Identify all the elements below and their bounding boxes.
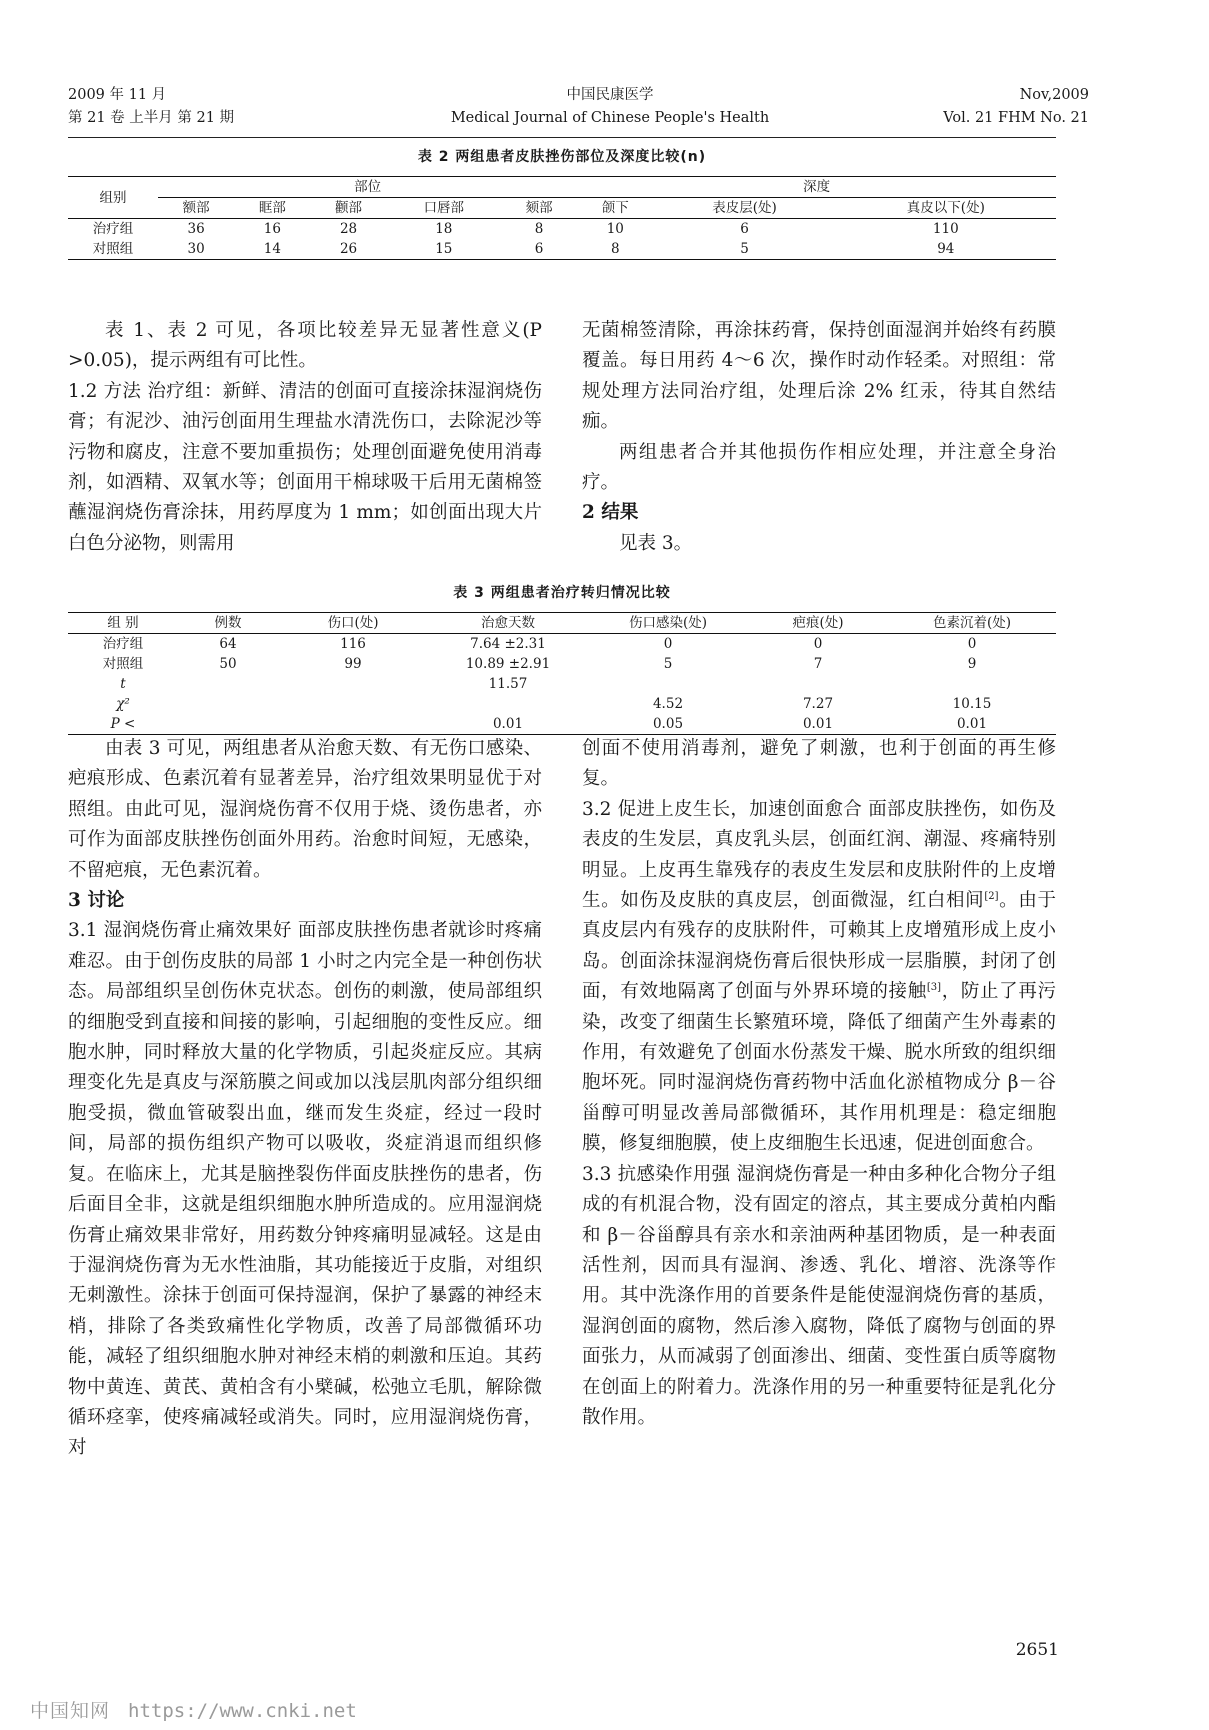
table-cell: 对照组 — [92, 241, 134, 257]
table-cell: 0 — [967, 636, 977, 652]
table-row — [68, 219, 1056, 240]
table-cell: 8 — [611, 241, 620, 257]
table-cell: 9 — [967, 656, 977, 672]
paragraph — [582, 795, 1056, 1160]
page-number: 2651 — [1015, 1640, 1059, 1660]
table3-col-header: 疤痕(处) — [792, 615, 844, 631]
table3-col-header: 伤口(处) — [327, 615, 379, 631]
table-row — [68, 694, 1056, 714]
table-cell: 14 — [263, 241, 281, 257]
paragraph: 3.3 抗感染作用强 湿润烧伤膏是一种由多种化合物分子组成的有机混合物，没有固定的溶点，其主要成分黄柏内酯和 β－谷甾醇具有亲水和亲油两种基团物质，是一种表面活性剂，因而具有湿润、渗透、乳化、增溶、洗涤等作用。其中洗涤作用的首要条件是能使湿润烧伤膏的基质，湿润创面的腐物，然后渗入腐物，降低了腐物与创面的界面张力，从而减弱了创面渗出、细菌、变性蛋白质等腐物在创面上的附着力。洗涤作用的另一种重要特征是乳化分散作用。 — [582, 1163, 1056, 1428]
table-cell: 36 — [187, 221, 205, 237]
table-cell: t — [120, 676, 126, 692]
left-column-bottom — [68, 734, 542, 1464]
table2-caption: 表 2 两组患者皮肤挫伤部位及深度比较(n) — [417, 149, 707, 165]
table-cell: 16 — [263, 221, 281, 237]
table3-col-header: 伤口感染(处) — [628, 615, 708, 631]
header-volume: 第 21 卷 上半月 第 21 期 — [68, 110, 235, 126]
citation-ref: [3] — [926, 982, 942, 994]
table-cell — [748, 674, 888, 694]
paragraph: 两组患者合并其他损伤作相应处理，并注意全身治疗。 — [582, 441, 1056, 494]
table-cell: 0.05 — [652, 716, 684, 732]
table-cell: 30 — [187, 241, 205, 257]
table-cell — [588, 674, 748, 694]
table2-col-header: 颧部 — [335, 200, 363, 216]
table-cell: 治疗组 — [92, 221, 134, 237]
table-cell: 11.57 — [488, 676, 528, 692]
table-cell: 0 — [813, 636, 823, 652]
table-cell: 5 — [740, 241, 749, 257]
table2 — [68, 176, 1056, 260]
table-cell: 8 — [534, 221, 544, 237]
table-cell — [178, 714, 278, 735]
right-column-top — [582, 316, 1056, 559]
table-cell — [888, 674, 1056, 694]
table-cell: 治疗组 — [102, 636, 144, 652]
table-cell: 0.01 — [956, 716, 988, 732]
journal-title-cn: 中国民康医学 — [566, 87, 654, 103]
table-cell: 6 — [740, 221, 749, 237]
table-cell: 4.52 — [652, 696, 684, 712]
paragraph-text: 。由于真皮层内有残存的皮肤附件，可赖其上皮增殖形成上皮小岛。创面涂抹湿润烧伤膏后很快形成一层脂膜，封闭了创面，有效地隔离了创面与外界环境的接触 — [582, 890, 1056, 1003]
table2-col-header: 颏部 — [525, 200, 553, 216]
table-cell: 15 — [435, 241, 453, 257]
citation-ref: [2] — [984, 890, 999, 902]
paragraph: 见表 3。 — [619, 532, 693, 554]
table-cell — [428, 694, 588, 714]
journal-title-en: Medical Journal of Chinese People's Health — [450, 110, 770, 126]
table-cell: 10.89 ±2.91 — [465, 656, 551, 672]
left-column-top — [68, 316, 542, 559]
table2-col-header: 表皮层(处) — [712, 200, 777, 216]
table-cell — [278, 714, 428, 735]
paragraph: 创面不使用消毒剂，避免了刺激，也利于创面的再生修复。 — [582, 738, 1056, 790]
table3-caption: 表 3 两组患者治疗转归情况比较 — [453, 585, 671, 601]
table-row — [68, 714, 1056, 735]
table2-col-header: 眶部 — [258, 200, 286, 216]
table-cell: 7.64 ±2.31 — [470, 636, 546, 652]
table-cell: 64 — [219, 636, 237, 652]
table3 — [68, 612, 1056, 735]
table-row — [68, 634, 1056, 655]
table-cell: 94 — [937, 241, 955, 257]
header-issue-info-en — [943, 84, 1089, 130]
header-volume-en: Vol. 21 FHM No. 21 — [943, 110, 1089, 126]
paragraph-text: ，防止了再污染，改变了细菌生长繁殖环境，降低了细菌产生外毒素的作用，有效避免了创面水份蒸发干燥、脱水所致的组织细胞坏死。同时湿润烧伤膏药物中活血化淤植物成分 β－谷甾醇可明显改善局部微循环，其作用机理是：稳定细胞膜，修复细胞膜，使上皮细胞生长迅速，促进创面愈合。 — [582, 981, 1056, 1155]
table-cell: P < — [110, 716, 136, 732]
paragraph: 3.1 湿润烧伤膏止痛效果好 面部皮肤挫伤患者就诊时疼痛难忍。由于创伤皮肤的局部 1 小时之内完全是一种创伤状态。局部组织呈创伤休克状态。创伤的刺激，使局部组织的细胞受到直接和间接的影响，引起细胞的变性反应。细胞水肿，同时释放大量的化学物质，引起炎症反应。其病理变化先是真皮与深筋膜之间或加以浅层肌肉部分组织细胞受损，微血管破裂出血，继而发生炎症，经过一段时间，局部的损伤组织产物可以吸收，炎症消退而组织修复。在临床上，尤其是脑挫裂伤伴面皮肤挫伤的患者，伤后面目全非，这就是组织细胞水肿所造成的。应用湿润烧伤膏止痛效果非常好，用药数分钟疼痛明显减轻。这是由于湿润烧伤膏为无水性油脂，其功能接近于皮脂，对组织无刺激性。涂抹于创面可保持湿润，保护了暴露的神经末梢，排除了各类致痛性化学物质，改善了局部微循环功能，减轻了组织细胞水肿对神经末梢的刺激和压迫。其药物中黄连、黄芪、黄柏含有小檗碱，松弛立毛肌，解除微循环痉挛，使疼痛减轻或消失。同时，应用湿润烧伤膏，对 — [68, 920, 542, 1459]
table-row — [68, 674, 1056, 694]
header-date: 2009 年 11 月 — [68, 87, 167, 103]
table-cell: 0 — [663, 636, 673, 652]
header-divider — [68, 137, 1056, 138]
table-cell: 18 — [435, 221, 453, 237]
table-cell: 对照组 — [102, 656, 144, 672]
table3-col-header: 治愈天数 — [481, 615, 535, 631]
table3-col-header: 组 别 — [107, 615, 139, 631]
table-cell: 10.15 — [952, 696, 992, 712]
table-cell: 5 — [663, 656, 673, 672]
table-cell — [178, 674, 278, 694]
table2-part-header: 部位 — [158, 177, 577, 198]
table-cell: 50 — [219, 656, 237, 672]
table-cell: 10 — [606, 221, 624, 237]
cnki-link[interactable]: https://www.cnki.net — [128, 1700, 357, 1722]
table2-col-header: 颌下 — [601, 200, 629, 216]
header-date-en: Nov,2009 — [1019, 87, 1089, 103]
section-heading: 2 结果 — [582, 502, 639, 524]
table3-col-header: 色素沉着(处) — [932, 615, 1012, 631]
paragraph: 无菌棉签清除，再涂抹药膏，保持创面湿润并始终有药膜覆盖。每日用药 4～6 次，操作时动作轻柔。对照组：常规处理方法同治疗组，处理后涂 2% 红汞，待其自然结痂。 — [582, 320, 1056, 433]
table-row — [68, 654, 1056, 674]
table-cell: 7 — [813, 656, 823, 672]
table-cell: 28 — [339, 221, 358, 237]
table-cell: 0.01 — [802, 716, 834, 732]
paragraph: 表 1、表 2 可见，各项比较差异无显著性意义(P >0.05)，提示两组有可比性。 — [68, 320, 542, 372]
table-row — [68, 239, 1056, 260]
table-cell: 116 — [340, 636, 366, 652]
header-journal-title — [330, 84, 890, 130]
table-cell — [278, 694, 428, 714]
cnki-brand: 中国知网 — [30, 1700, 111, 1722]
table2-col-header: 真皮以下(处) — [906, 200, 985, 216]
header-issue-info — [68, 84, 234, 130]
table-cell — [278, 674, 428, 694]
section-heading: 3 讨论 — [68, 890, 125, 912]
paragraph: 由表 3 可见，两组患者从治愈天数、有无伤口感染、疤痕形成、色素沉着有显著差异，治疗组效果明显优于对照组。由此可见，湿润烧伤膏不仅用于烧、烫伤患者，亦可作为面部皮肤挫伤创面外用药。治愈时间短，无感染，不留疤痕，无色素沉着。 — [68, 738, 542, 881]
table-cell — [178, 694, 278, 714]
table-cell: 7.27 — [802, 696, 834, 712]
table2-group-header: 组别 — [68, 177, 158, 219]
table-cell: 0.01 — [492, 716, 524, 732]
table3-col-header: 例数 — [214, 615, 242, 631]
table2-col-header: 口唇部 — [423, 200, 465, 216]
table-cell: 26 — [339, 241, 358, 257]
source-footer — [30, 1696, 357, 1723]
table-cell: χ² — [116, 696, 130, 712]
table-cell: 99 — [344, 656, 362, 672]
right-column-bottom — [582, 734, 1056, 1433]
table-cell: 110 — [932, 221, 959, 237]
paragraph-text: 3.2 促进上皮生长，加速创面愈合 面部皮肤挫伤，如伤及表皮的生发层，真皮乳头层，创面红润、潮湿、疼痛特别明显。上皮再生靠残存的表皮生发层和皮肤附件的上皮增生。如伤及皮肤的真皮层，创面微湿，红白相间 — [582, 798, 1056, 912]
table-cell: 6 — [534, 241, 544, 257]
table2-col-header: 额部 — [182, 200, 210, 216]
paragraph: 1.2 方法 治疗组：新鲜、清洁的创面可直接涂抹湿润烧伤膏；有泥沙、油污创面用生理盐水清洗伤口，去除泥沙等污物和腐皮，注意不要加重损伤；处理创面避免使用消毒剂，如酒精、双氧水等；创面用干棉球吸干后用无菌棉签蘸湿润烧伤膏涂抹，用药厚度为 1 mm；如创面出现大片白色分泌物，则需用 — [68, 380, 542, 554]
table2-depth-header: 深度 — [577, 177, 1056, 198]
